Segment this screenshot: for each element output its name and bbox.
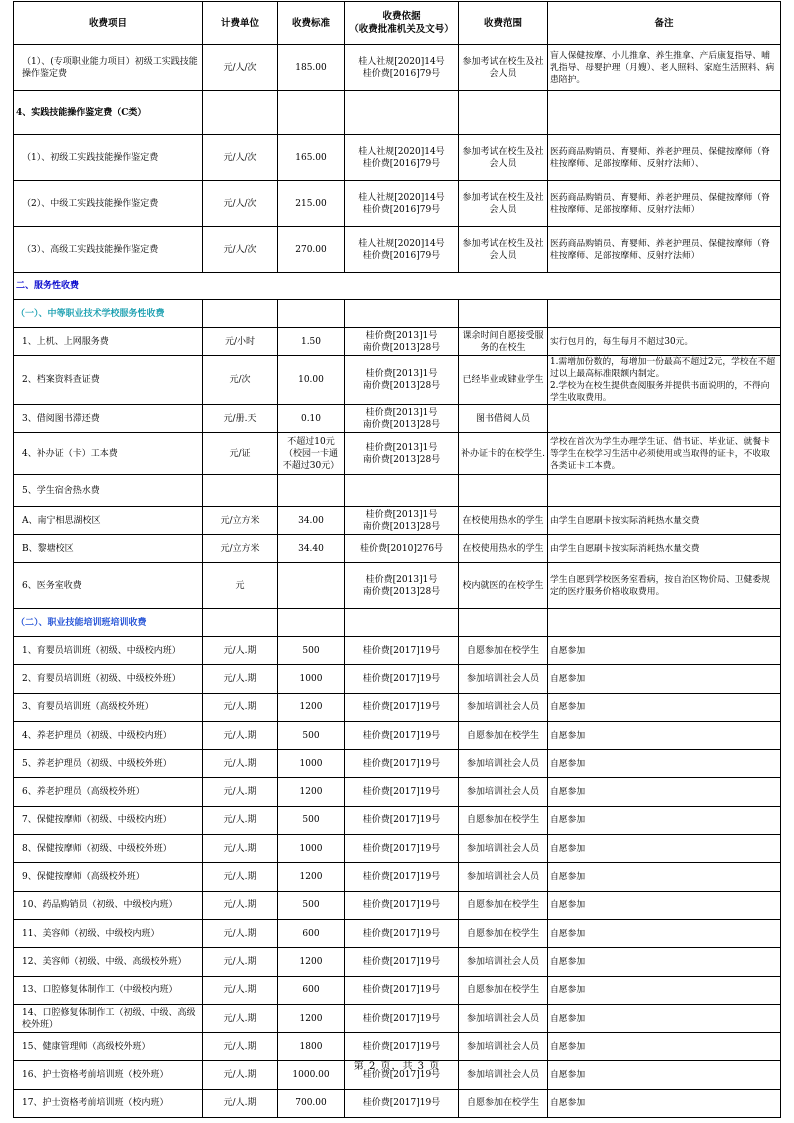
cell-remarks: 自愿参加: [548, 835, 781, 863]
table-row: [14, 475, 781, 507]
cell-item: 6、医务室收费: [14, 563, 203, 609]
cell-basis: 桂价费[2017]19号: [345, 693, 459, 721]
cell-basis: 桂人社规[2020]14号 桂价费[2016]79号: [345, 135, 459, 181]
cell-standard: 165.00: [278, 135, 345, 181]
cell-remarks: 学校在首次为学生办理学生证、借书证、毕业证、就餐卡等学生在校学习生活中必须使用或当取得的证卡，不收取各类证卡工本费。: [548, 433, 781, 475]
cell-unit: 元/人.期: [203, 919, 278, 947]
cell-standard: 1000.00: [278, 1061, 345, 1089]
cell-item: 1、育婴员培训班（初级、中级校内班）: [14, 637, 203, 665]
cell-scope: 参加培训社会人员: [459, 750, 548, 778]
cell-remarks: 自愿参加: [548, 693, 781, 721]
table-row: [14, 750, 781, 778]
cell-item: 14、口腔修复体制作工（初级、中级、高级校外班）: [14, 1004, 203, 1032]
table-row: [14, 507, 781, 535]
cell-standard: 1000: [278, 750, 345, 778]
empty-cell: [459, 300, 548, 328]
cell-standard: 1000: [278, 665, 345, 693]
cell-standard: 1800: [278, 1033, 345, 1061]
cell-standard: 10.00: [278, 356, 345, 405]
table-row: [14, 45, 781, 91]
cell-scope: 已经毕业或肄业学生: [459, 356, 548, 405]
cell-scope: 参加培训社会人员: [459, 665, 548, 693]
cell-scope: 补办证卡的在校学生.: [459, 433, 548, 475]
cell-item: （3）、高级工实践技能操作鉴定费: [14, 227, 203, 273]
section-row: [14, 91, 781, 135]
cell-item: （2）、中级工实践技能操作鉴定费: [14, 181, 203, 227]
cell-scope: 参加培训社会人员: [459, 1033, 548, 1061]
subsection-row: [14, 609, 781, 637]
cell-basis: 桂价费[2017]19号: [345, 778, 459, 806]
header-basis-line1: 收费依据: [382, 11, 421, 22]
cell-scope: [459, 475, 548, 507]
cell-unit: 元/人.期: [203, 1004, 278, 1032]
cell-remarks: 医药商品购销员、育婴师、养老护理员、保健按摩师（脊柱按摩师、足部按摩师、反射疗法师）、: [548, 135, 781, 181]
cell-scope: 参加考试在校生及社会人员: [459, 135, 548, 181]
cell-scope: 参加培训社会人员: [459, 1004, 548, 1032]
table-body: [14, 45, 781, 1118]
table-row: [14, 637, 781, 665]
cell-basis: 桂价费[2017]19号: [345, 806, 459, 834]
cell-scope: 参加考试在校生及社会人员: [459, 227, 548, 273]
empty-cell: [345, 609, 459, 637]
empty-cell: [278, 300, 345, 328]
cell-item: 3、借阅图书滞还费: [14, 405, 203, 433]
cell-unit: 元/人.期: [203, 778, 278, 806]
cell-remarks: 学生自愿到学校医务室看病，按自治区物价局、卫健委规定的医疗服务价格收取费用。: [548, 563, 781, 609]
table-row: [14, 891, 781, 919]
cell-basis: 桂价费[2017]19号: [345, 1033, 459, 1061]
cell-basis: 桂价费[2013]1号 南价费[2013]28号: [345, 328, 459, 356]
cell-basis: 桂价费[2017]19号: [345, 891, 459, 919]
cell-standard: 500: [278, 721, 345, 749]
empty-cell: [278, 609, 345, 637]
cell-item: 7、保健按摩师（初级、中级校内班）: [14, 806, 203, 834]
cell-unit: 元/人.期: [203, 948, 278, 976]
empty-cell: [548, 300, 781, 328]
cell-item: 4、养老护理员（初级、中级校内班）: [14, 721, 203, 749]
cell-basis: 桂价费[2017]19号: [345, 1004, 459, 1032]
cell-unit: 元/人.期: [203, 721, 278, 749]
cell-item: B、黎塘校区: [14, 535, 203, 563]
cell-unit: 元/小时: [203, 328, 278, 356]
cell-standard: 700.00: [278, 1089, 345, 1117]
cell-remarks: 自愿参加: [548, 750, 781, 778]
empty-cell: [345, 300, 459, 328]
cell-standard: 1200: [278, 778, 345, 806]
cell-item: A、南宁相思湖校区: [14, 507, 203, 535]
header-scope: 收费范围: [459, 2, 548, 45]
cell-unit: [203, 475, 278, 507]
header-basis: [345, 2, 459, 45]
cell-scope: 参加培训社会人员: [459, 835, 548, 863]
header-basis-line2: （收费批准机关及文号）: [349, 24, 454, 35]
header-standard: 收费标准: [278, 2, 345, 45]
cell-unit: 元/人.期: [203, 1061, 278, 1089]
table-row: [14, 1089, 781, 1117]
cell-scope: 参加考试在校生及社会人员: [459, 45, 548, 91]
cell-item: 9、保健按摩师（高级校外班）: [14, 863, 203, 891]
cell-unit: 元/立方米: [203, 535, 278, 563]
cell-unit: 元/人.期: [203, 806, 278, 834]
cell-standard: 34.40: [278, 535, 345, 563]
subsection-row-title: （一）、中等职业技术学校服务性收费: [14, 300, 203, 328]
cell-basis: 桂人社规[2020]14号 桂价费[2016]79号: [345, 181, 459, 227]
cell-remarks: 由学生自愿刷卡按实际消耗热水量交费: [548, 535, 781, 563]
table-row: [14, 433, 781, 475]
cell-basis: 桂价费[2017]19号: [345, 721, 459, 749]
cell-remarks: 自愿参加: [548, 948, 781, 976]
cell-unit: 元/立方米: [203, 507, 278, 535]
cell-unit: 元/人.期: [203, 976, 278, 1004]
cell-item: 5、学生宿舍热水费: [14, 475, 203, 507]
table-row: [14, 835, 781, 863]
empty-cell: [345, 91, 459, 135]
cell-basis: 桂价费[2017]19号: [345, 835, 459, 863]
cell-scope: 自愿参加在校学生: [459, 637, 548, 665]
cell-remarks: [548, 405, 781, 433]
cell-scope: 自愿参加在校学生: [459, 919, 548, 947]
cell-item: （1）、(专项职业能力项目）初级工实践技能操作鉴定费: [14, 45, 203, 91]
cell-remarks: 自愿参加: [548, 721, 781, 749]
cell-remarks: 实行包月的，每生每月不超过30元。: [548, 328, 781, 356]
cell-remarks: 医药商品购销员、育婴师、养老护理员、保健按摩师（脊柱按摩师、足部按摩师、反射疗法师）: [548, 181, 781, 227]
cell-unit: 元/人.期: [203, 693, 278, 721]
cell-item: 10、药品购销员（初级、中级校内班）: [14, 891, 203, 919]
cell-standard: 185.00: [278, 45, 345, 91]
cell-unit: 元/次: [203, 356, 278, 405]
cell-scope: 自愿参加在校学生: [459, 806, 548, 834]
cell-unit: 元/证: [203, 433, 278, 475]
cell-unit: 元/人/次: [203, 181, 278, 227]
cell-remarks: 自愿参加: [548, 863, 781, 891]
table-row: [14, 919, 781, 947]
cell-basis: 桂价费[2017]19号: [345, 750, 459, 778]
cell-scope: 参加培训社会人员: [459, 863, 548, 891]
table-row: [14, 405, 781, 433]
table-row: [14, 563, 781, 609]
cell-basis: 桂价费[2017]19号: [345, 1089, 459, 1117]
cell-unit: 元/人/次: [203, 45, 278, 91]
cell-item: 2、档案资料查证费: [14, 356, 203, 405]
cell-item: 8、保健按摩师（初级、中级校外班）: [14, 835, 203, 863]
cell-item: 12、美容师（初级、中级、高级校外班）: [14, 948, 203, 976]
cell-unit: 元/人.期: [203, 863, 278, 891]
cell-remarks: 自愿参加: [548, 1033, 781, 1061]
cell-basis: 桂价费[2013]1号 南价费[2013]28号: [345, 405, 459, 433]
subsection-row-title: （二）、职业技能培训班培训收费: [14, 609, 203, 637]
table-row: [14, 665, 781, 693]
section-title: 二、服务性收费: [14, 273, 781, 300]
empty-cell: [203, 91, 278, 135]
cell-item: 1、上机、上网服务费: [14, 328, 203, 356]
cell-basis: 桂价费[2013]1号 南价费[2013]28号: [345, 433, 459, 475]
table-row: [14, 227, 781, 273]
cell-scope: 参加培训社会人员: [459, 1061, 548, 1089]
cell-standard: 1.50: [278, 328, 345, 356]
fee-table: [13, 1, 781, 1118]
table-row: [14, 535, 781, 563]
cell-item: （1）、初级工实践技能操作鉴定费: [14, 135, 203, 181]
cell-unit: 元/人.期: [203, 750, 278, 778]
cell-standard: 1200: [278, 693, 345, 721]
cell-standard: 0.10: [278, 405, 345, 433]
cell-standard: 1200: [278, 948, 345, 976]
cell-standard: 270.00: [278, 227, 345, 273]
cell-scope: 自愿参加在校学生: [459, 891, 548, 919]
cell-standard: [278, 563, 345, 609]
cell-standard: 600: [278, 919, 345, 947]
cell-scope: 课余时间自愿接受服务的在校生: [459, 328, 548, 356]
empty-cell: [459, 609, 548, 637]
table-row: [14, 863, 781, 891]
table-row: [14, 181, 781, 227]
cell-basis: 桂价费[2013]1号 南价费[2013]28号: [345, 563, 459, 609]
cell-standard: 600: [278, 976, 345, 1004]
empty-cell: [548, 91, 781, 135]
cell-scope: 参加培训社会人员: [459, 693, 548, 721]
subsection-row: [14, 300, 781, 328]
cell-unit: 元/人/次: [203, 227, 278, 273]
cell-standard: 34.00: [278, 507, 345, 535]
empty-cell: [548, 609, 781, 637]
cell-item: 3、育婴员培训班（高级校外班）: [14, 693, 203, 721]
cell-item: 17、护士资格考前培训班（校内班）: [14, 1089, 203, 1117]
table-row: [14, 135, 781, 181]
cell-basis: 桂价费[2017]19号: [345, 665, 459, 693]
table-row: [14, 328, 781, 356]
cell-remarks: 医药商品购销员、育婴师、养老护理员、保健按摩师（脊柱按摩师、足部按摩师、反射疗法师）: [548, 227, 781, 273]
cell-remarks: 自愿参加: [548, 1004, 781, 1032]
section-row: [14, 273, 781, 300]
cell-remarks: [548, 475, 781, 507]
cell-standard: 500: [278, 637, 345, 665]
table-row: [14, 693, 781, 721]
section-row-title: 4、实践技能操作鉴定费（C类）: [14, 91, 203, 135]
cell-remarks: 自愿参加: [548, 665, 781, 693]
cell-basis: 桂价费[2010]276号: [345, 535, 459, 563]
table-row: [14, 1004, 781, 1032]
cell-basis: 桂价费[2017]19号: [345, 976, 459, 1004]
cell-scope: 图书借阅人员: [459, 405, 548, 433]
cell-remarks: 由学生自愿刷卡按实际消耗热水量交费: [548, 507, 781, 535]
table-row: [14, 976, 781, 1004]
header-remarks: 备注: [548, 2, 781, 45]
cell-unit: 元/人.期: [203, 637, 278, 665]
cell-remarks: 自愿参加: [548, 1061, 781, 1089]
cell-remarks: 1.需增加份数的，每增加一份最高不超过2元，学校在不超过以上最高标准限额内制定。 2.学校为在校生提供查阅服务并提供书面说明的，不得向学生收取费用。: [548, 356, 781, 405]
page-number: 第 2 页，共 3 页: [353, 1061, 441, 1072]
cell-scope: 在校使用热水的学生: [459, 507, 548, 535]
table-row: [14, 356, 781, 405]
table-header-row: [14, 2, 781, 45]
cell-remarks: 自愿参加: [548, 919, 781, 947]
cell-basis: 桂价费[2017]19号: [345, 948, 459, 976]
cell-item: 4、补办证（卡）工本费: [14, 433, 203, 475]
cell-item: 16、护士资格考前培训班（校外班）: [14, 1061, 203, 1089]
cell-standard: 500: [278, 891, 345, 919]
cell-basis: 桂价费[2017]19号: [345, 863, 459, 891]
cell-remarks: 自愿参加: [548, 637, 781, 665]
cell-basis: 桂价费[2013]1号 南价费[2013]28号: [345, 507, 459, 535]
cell-standard: 500: [278, 806, 345, 834]
cell-standard: 不超过10元（校园一卡通不超过30元）: [278, 433, 345, 475]
cell-item: 11、美容师（初级、中级校内班）: [14, 919, 203, 947]
cell-basis: 桂价费[2013]1号 南价费[2013]28号: [345, 356, 459, 405]
empty-cell: [278, 91, 345, 135]
header-item: 收费项目: [14, 2, 203, 45]
cell-item: 5、养老护理员（初级、中级校外班）: [14, 750, 203, 778]
cell-scope: 自愿参加在校学生: [459, 721, 548, 749]
cell-unit: 元/人.期: [203, 1089, 278, 1117]
cell-scope: 参加培训社会人员: [459, 948, 548, 976]
cell-unit: 元/人.期: [203, 835, 278, 863]
cell-remarks: 自愿参加: [548, 778, 781, 806]
table-row: [14, 948, 781, 976]
cell-standard: 1200: [278, 863, 345, 891]
empty-cell: [203, 609, 278, 637]
cell-basis: 桂价费[2017]19号: [345, 919, 459, 947]
cell-scope: 自愿参加在校学生: [459, 976, 548, 1004]
cell-standard: 1200: [278, 1004, 345, 1032]
cell-remarks: 自愿参加: [548, 806, 781, 834]
cell-item: 2、育婴员培训班（初级、中级校外班）: [14, 665, 203, 693]
table-row: [14, 721, 781, 749]
cell-scope: 自愿参加在校学生: [459, 1089, 548, 1117]
cell-unit: 元/人.期: [203, 665, 278, 693]
cell-item: 6、养老护理员（高级校外班）: [14, 778, 203, 806]
cell-unit: 元: [203, 563, 278, 609]
cell-basis: 桂人社规[2020]14号 桂价费[2016]79号: [345, 227, 459, 273]
cell-remarks: 盲人保健按摩、小儿推拿、养生推拿、产后康复指导、哺乳指导、母婴护理（月嫂）、老人照料、家庭生活照料、病患陪护。: [548, 45, 781, 91]
cell-scope: 参加考试在校生及社会人员: [459, 181, 548, 227]
cell-remarks: 自愿参加: [548, 1089, 781, 1117]
cell-standard: 215.00: [278, 181, 345, 227]
cell-standard: [278, 475, 345, 507]
cell-basis: [345, 475, 459, 507]
cell-remarks: 自愿参加: [548, 891, 781, 919]
header-unit: 计费单位: [203, 2, 278, 45]
table-row: [14, 778, 781, 806]
empty-cell: [203, 300, 278, 328]
table-row: [14, 806, 781, 834]
cell-scope: 参加培训社会人员: [459, 778, 548, 806]
cell-unit: 元/人/次: [203, 135, 278, 181]
cell-unit: 元/册.天: [203, 405, 278, 433]
cell-unit: 元/人.期: [203, 1033, 278, 1061]
cell-scope: 校内就医的在校学生: [459, 563, 548, 609]
cell-item: 15、健康管理师（高级校外班）: [14, 1033, 203, 1061]
cell-basis: 桂价费[2017]19号: [345, 637, 459, 665]
cell-remarks: 自愿参加: [548, 976, 781, 1004]
empty-cell: [459, 91, 548, 135]
cell-basis: 桂价费[2017]19号: [345, 1061, 459, 1089]
cell-scope: 在校使用热水的学生: [459, 535, 548, 563]
cell-basis: 桂人社规[2020]14号 桂价费[2016]79号: [345, 45, 459, 91]
cell-item: 13、口腔修复体制作工（中级校内班）: [14, 976, 203, 1004]
cell-standard: 1000: [278, 835, 345, 863]
cell-unit: 元/人.期: [203, 891, 278, 919]
